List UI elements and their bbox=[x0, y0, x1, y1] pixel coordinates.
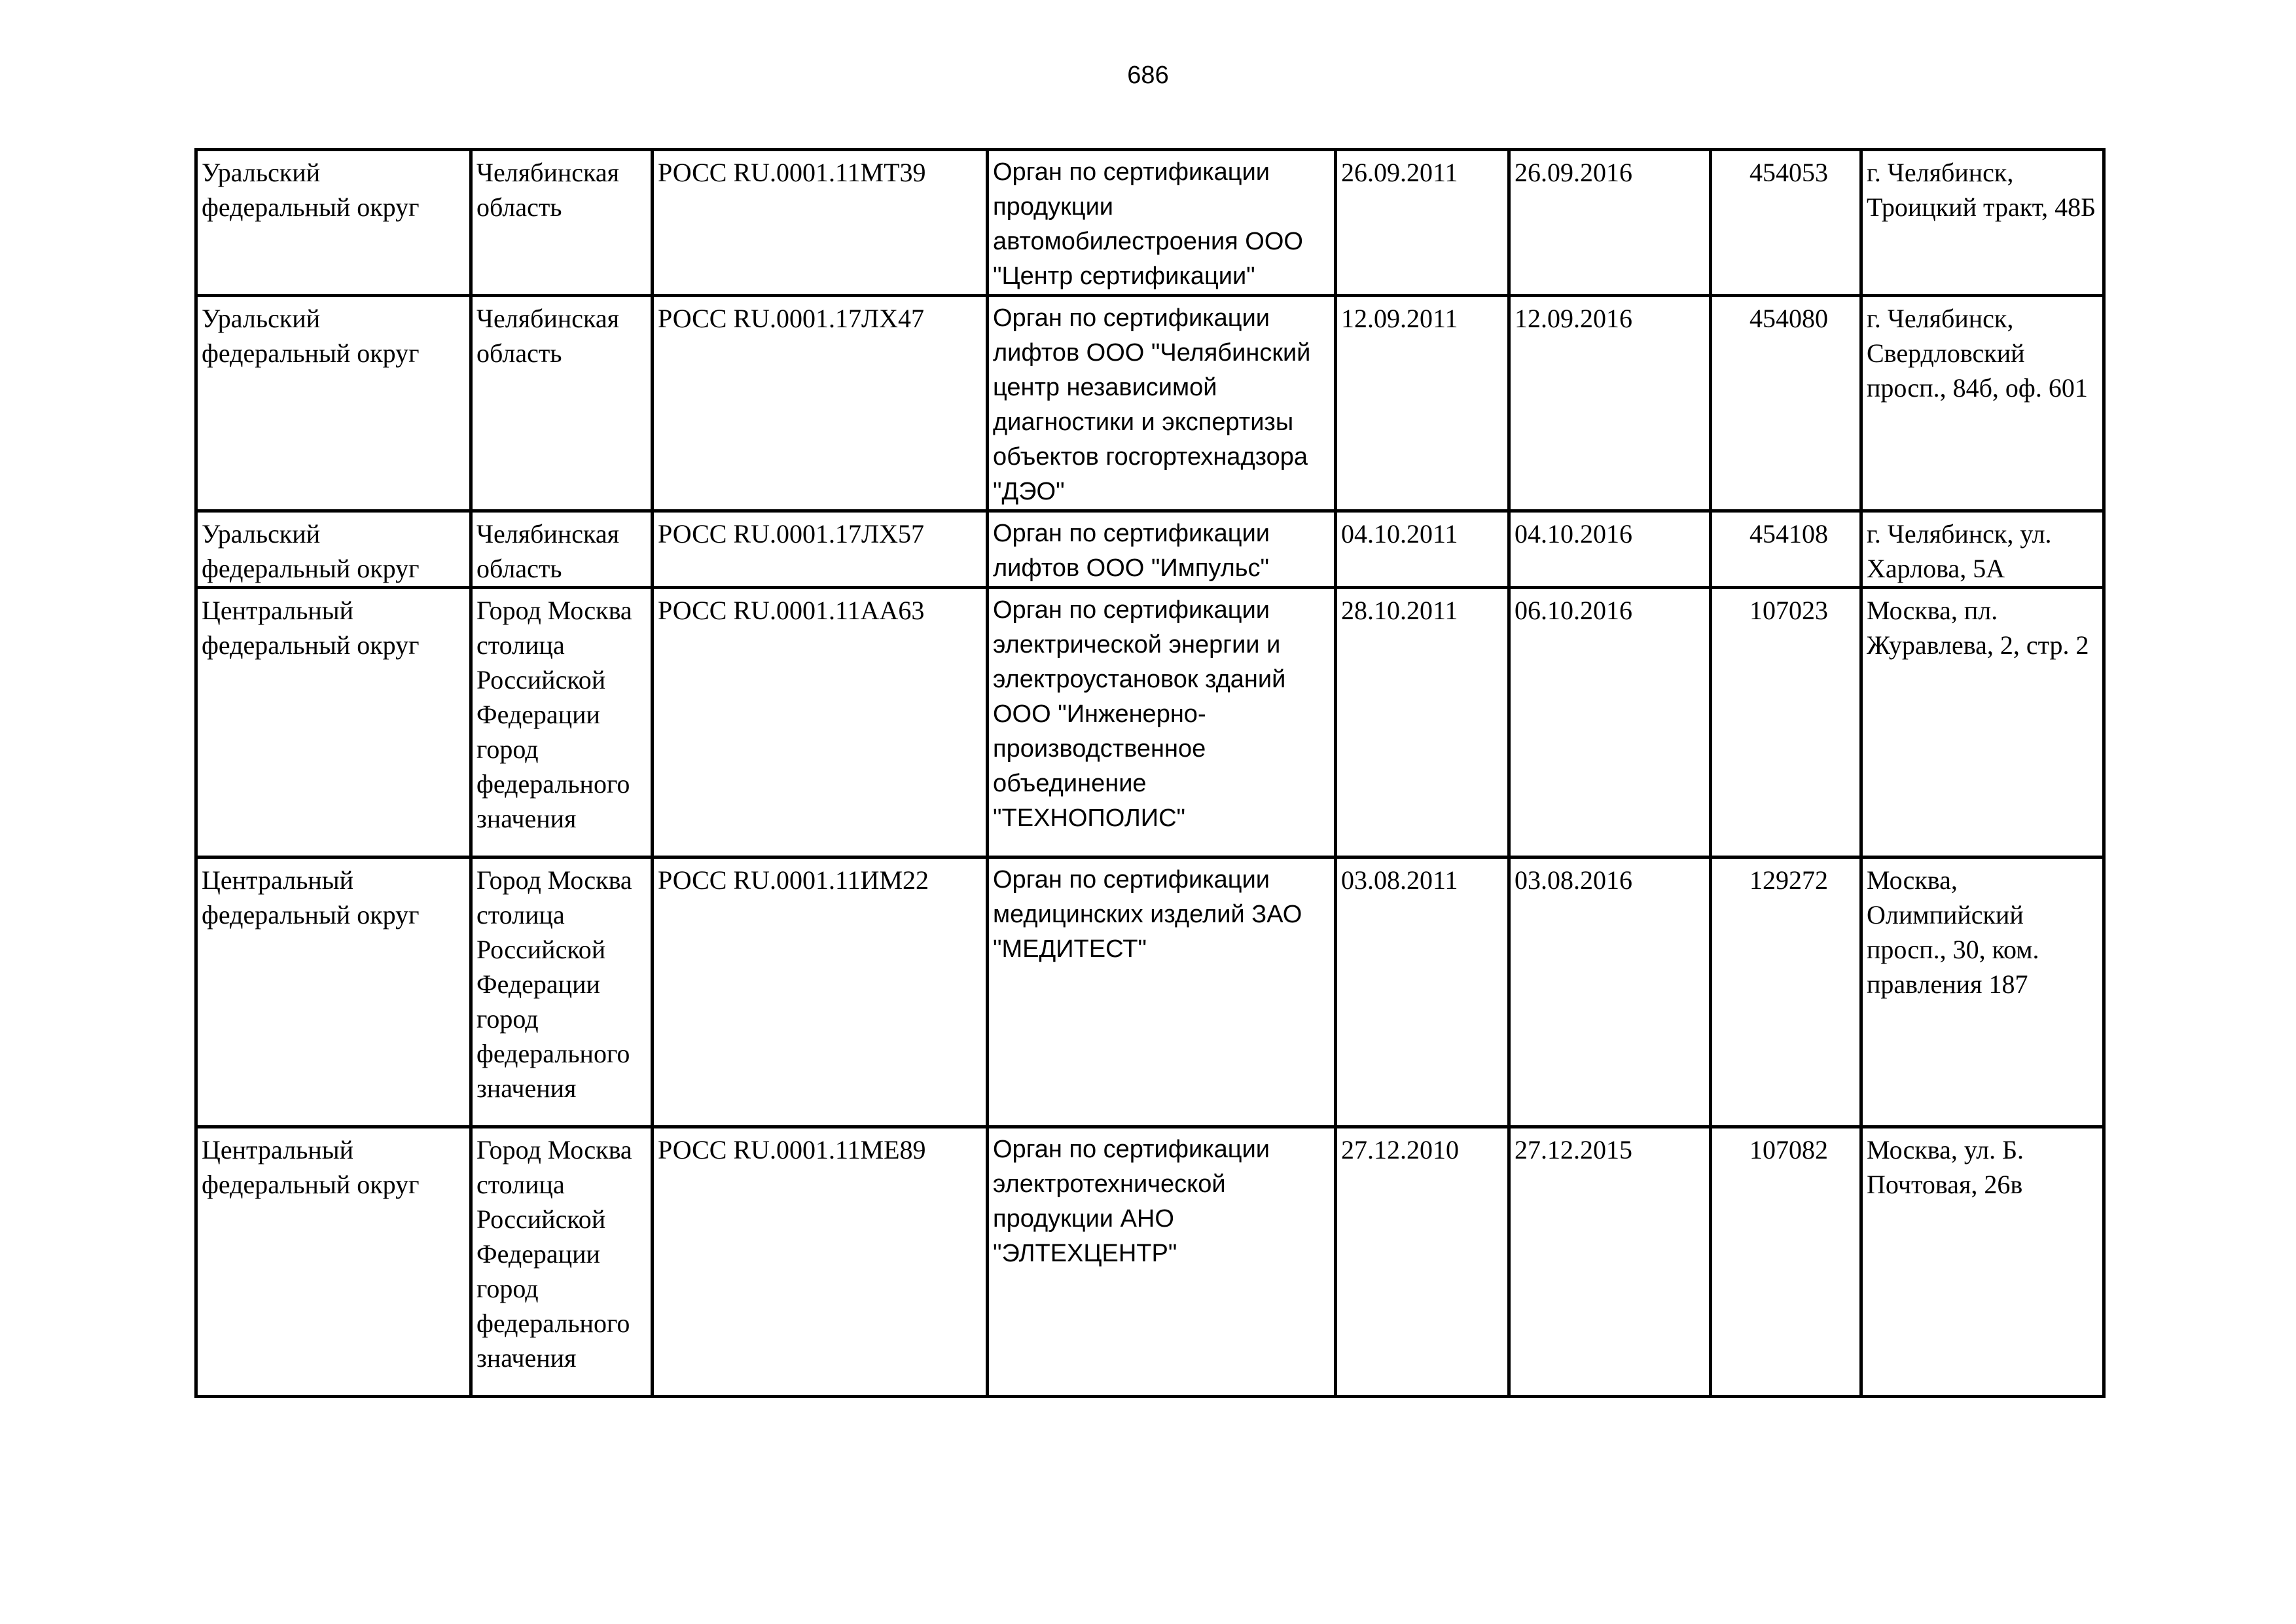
date-start-cell: 12.09.2011 bbox=[1336, 296, 1509, 511]
index-cell: 107023 bbox=[1711, 588, 1861, 857]
date-end-cell: 06.10.2016 bbox=[1509, 588, 1711, 857]
index-cell: 454108 bbox=[1711, 511, 1861, 588]
region-cell: Город Москва столица Российской Федерации город федерального значения bbox=[471, 588, 653, 857]
index-cell: 454080 bbox=[1711, 296, 1861, 511]
district-cell: Центральный федеральный округ bbox=[196, 588, 471, 857]
organ-cell: Орган по сертификации лифтов ООО "Челябинский центр независимой диагностики и экспертизы объектов госгортехнадзора "ДЭО" bbox=[988, 296, 1336, 511]
certification-bodies-table bbox=[194, 148, 2106, 1398]
date-end-cell: 04.10.2016 bbox=[1509, 511, 1711, 588]
organ-cell: Орган по сертификации продукции автомобилестроения ООО "Центр сертификации" bbox=[988, 150, 1336, 296]
date-end-cell: 12.09.2016 bbox=[1509, 296, 1711, 511]
reg-number-cell: РОСС RU.0001.17ЛХ57 bbox=[653, 511, 988, 588]
table-row bbox=[196, 1127, 2104, 1397]
address-cell: г. Челябинск, Свердловский просп., 84б, оф. 601 bbox=[1861, 296, 2104, 511]
table-row bbox=[196, 150, 2104, 296]
date-end-cell: 03.08.2016 bbox=[1509, 857, 1711, 1127]
reg-number-cell: РОСС RU.0001.11МЕ89 bbox=[653, 1127, 988, 1397]
index-cell: 129272 bbox=[1711, 857, 1861, 1127]
date-start-cell: 03.08.2011 bbox=[1336, 857, 1509, 1127]
page-number: 686 bbox=[1127, 62, 1169, 89]
date-start-cell: 28.10.2011 bbox=[1336, 588, 1509, 857]
district-cell: Уральский федеральный округ bbox=[196, 296, 471, 511]
district-cell: Уральский федеральный округ bbox=[196, 511, 471, 588]
table-row bbox=[196, 588, 2104, 857]
region-cell: Город Москва столица Российской Федерации город федерального значения bbox=[471, 857, 653, 1127]
date-start-cell: 26.09.2011 bbox=[1336, 150, 1509, 296]
date-start-cell: 04.10.2011 bbox=[1336, 511, 1509, 588]
address-cell: Москва, ул. Б. Почтовая, 26в bbox=[1861, 1127, 2104, 1397]
address-cell: Москва, Олимпийский просп., 30, ком. правления 187 bbox=[1861, 857, 2104, 1127]
reg-number-cell: РОСС RU.0001.11АА63 bbox=[653, 588, 988, 857]
region-cell: Челябинская область bbox=[471, 150, 653, 296]
address-cell: Москва, пл. Журавлева, 2, стр. 2 bbox=[1861, 588, 2104, 857]
organ-cell: Орган по сертификации медицинских изделий ЗАО "МЕДИТЕСТ" bbox=[988, 857, 1336, 1127]
address-cell: г. Челябинск, ул. Харлова, 5А bbox=[1861, 511, 2104, 588]
district-cell: Центральный федеральный округ bbox=[196, 1127, 471, 1397]
organ-cell: Орган по сертификации электрической энергии и электроустановок зданий ООО "Инженерно-производственное объединение "ТЕХНОПОЛИС" bbox=[988, 588, 1336, 857]
district-cell: Уральский федеральный округ bbox=[196, 150, 471, 296]
organ-cell: Орган по сертификации электротехнической продукции АНО "ЭЛТЕХЦЕНТР" bbox=[988, 1127, 1336, 1397]
reg-number-cell: РОСС RU.0001.17ЛХ47 bbox=[653, 296, 988, 511]
address-cell: г. Челябинск, Троицкий тракт, 48Б bbox=[1861, 150, 2104, 296]
table-row bbox=[196, 857, 2104, 1127]
date-end-cell: 27.12.2015 bbox=[1509, 1127, 1711, 1397]
region-cell: Челябинская область bbox=[471, 296, 653, 511]
reg-number-cell: РОСС RU.0001.11МТ39 bbox=[653, 150, 988, 296]
region-cell: Город Москва столица Российской Федерации город федерального значения bbox=[471, 1127, 653, 1397]
table-row bbox=[196, 511, 2104, 588]
reg-number-cell: РОСС RU.0001.11ИМ22 bbox=[653, 857, 988, 1127]
index-cell: 107082 bbox=[1711, 1127, 1861, 1397]
index-cell: 454053 bbox=[1711, 150, 1861, 296]
table-row bbox=[196, 296, 2104, 511]
region-cell: Челябинская область bbox=[471, 511, 653, 588]
date-end-cell: 26.09.2016 bbox=[1509, 150, 1711, 296]
district-cell: Центральный федеральный округ bbox=[196, 857, 471, 1127]
organ-cell: Орган по сертификации лифтов ООО "Импульс" bbox=[988, 511, 1336, 588]
date-start-cell: 27.12.2010 bbox=[1336, 1127, 1509, 1397]
